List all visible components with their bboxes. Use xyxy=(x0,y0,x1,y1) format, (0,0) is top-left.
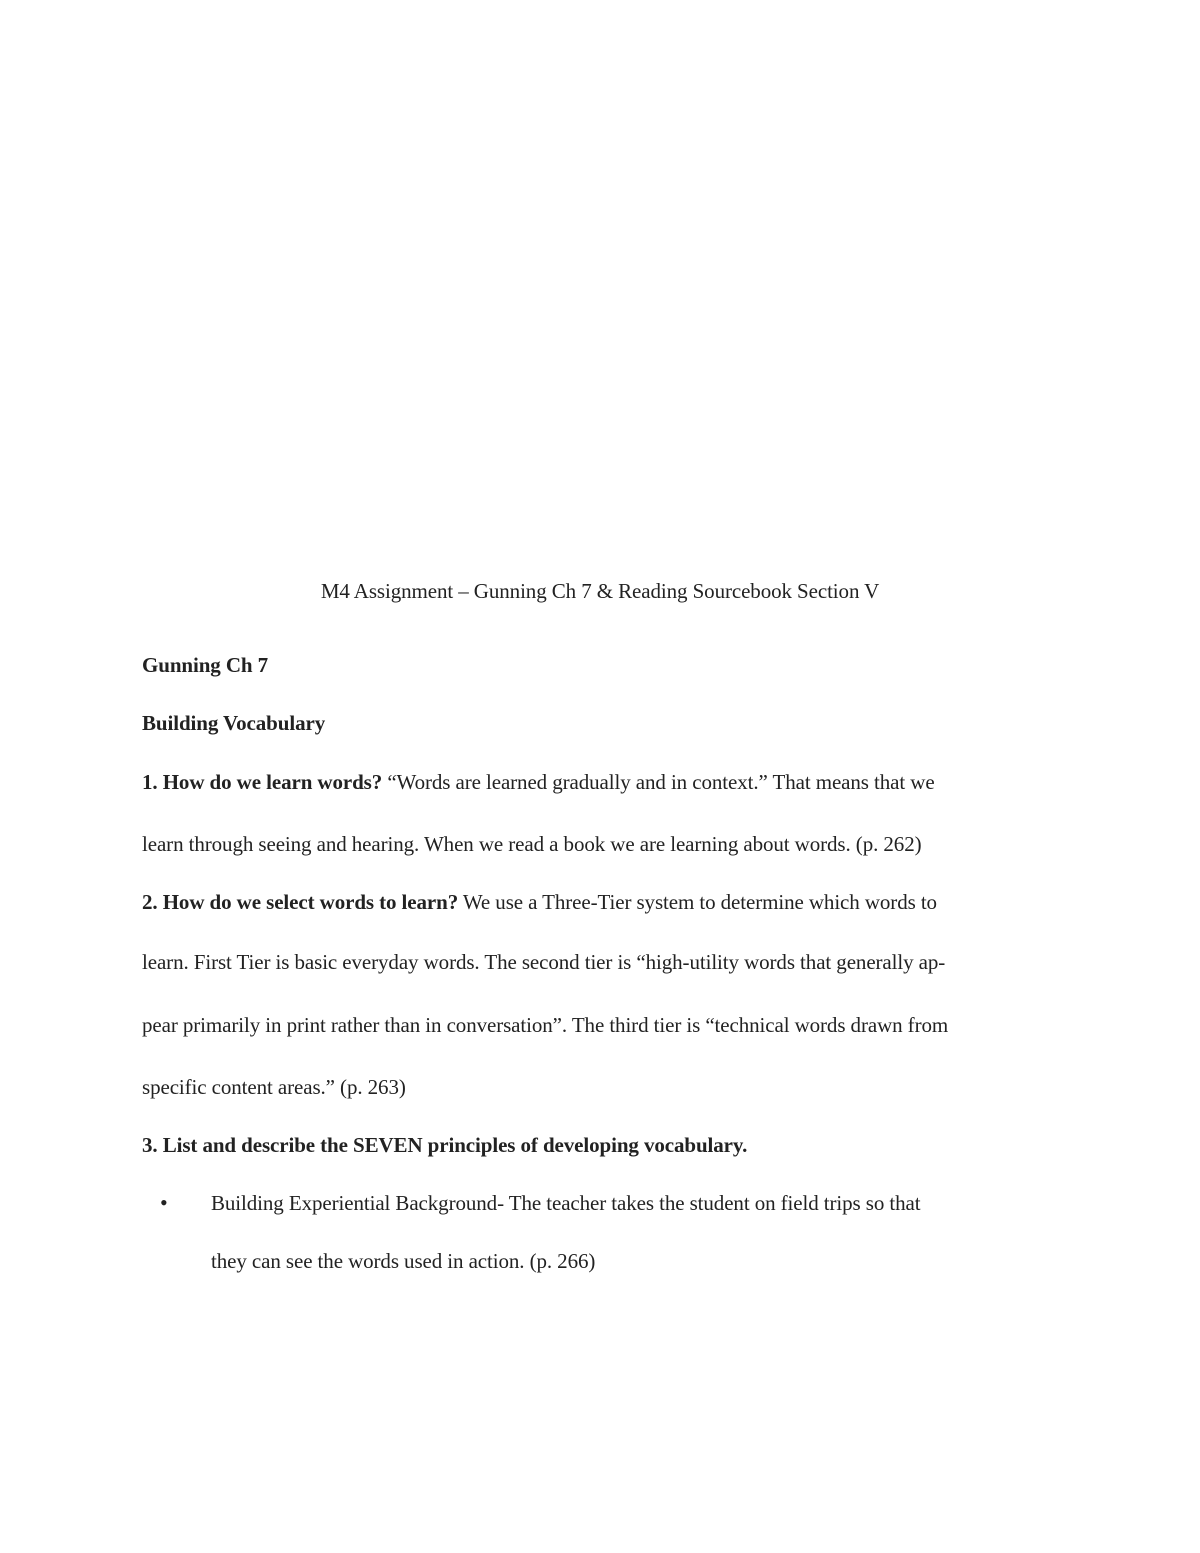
bullet-1-line-1: Building Experiential Background- The teacher takes the student on field trips so that xyxy=(211,1191,921,1215)
q2-line-4: specific content areas.” (p. 263) xyxy=(142,1075,406,1099)
q1-line-2: learn through seeing and hearing. When we read a book we are learning about words. (p. 262) xyxy=(142,832,922,856)
q1-line-1 xyxy=(142,768,935,796)
chapter-heading: Gunning Ch 7 xyxy=(142,653,269,677)
q1-answer-start: “Words are learned gradually and in context.” That means that we xyxy=(382,770,935,794)
section-heading: Building Vocabulary xyxy=(142,711,326,735)
q3-question: 3. List and describe the SEVEN principles of developing vocabulary. xyxy=(142,1133,748,1157)
q2-line-3: pear primarily in print rather than in conversation”. The third tier is “technical words drawn from xyxy=(142,1013,949,1037)
document-title: M4 Assignment – Gunning Ch 7 & Reading Sourcebook Section V xyxy=(320,579,880,603)
bullet-1-line-2: they can see the words used in action. (p. 266) xyxy=(211,1249,596,1273)
bullet-dot: • xyxy=(160,1190,168,1215)
q2-question: 2. How do we select words to learn? xyxy=(142,890,459,914)
q2-line-1 xyxy=(142,888,937,916)
q2-line-2: learn. First Tier is basic everyday words. The second tier is “high-utility words that generally ap- xyxy=(142,950,946,974)
q2-answer-start: We use a Three-Tier system to determine which words to xyxy=(458,890,937,914)
q1-question: 1. How do we learn words? xyxy=(142,770,383,794)
